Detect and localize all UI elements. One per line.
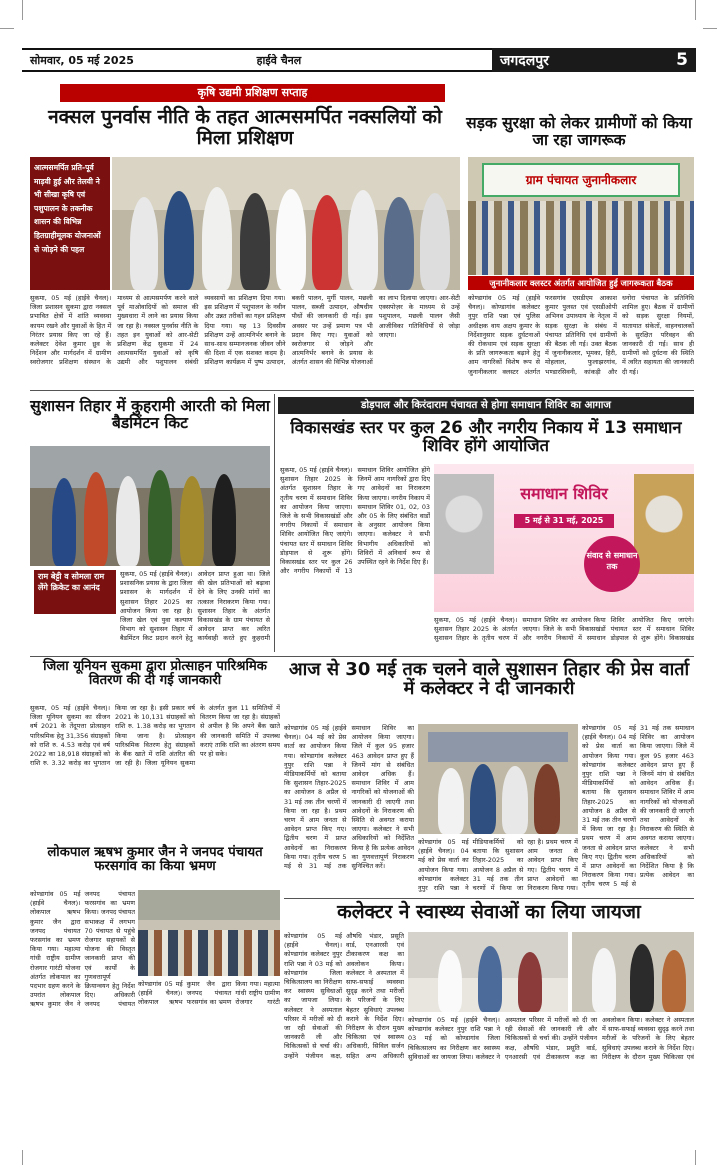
story6-body-lower: कोण्डागांव 05 मई (हाईवे चैनल)। 04 मई को प्रेस वार्ता का आयोजन किया गया। कोण्डागांव कलेक्टर नुपुर राशि पन्ना ने मीडियाकर्मियों को बताया कि सुशासन तिहार-2025 का आयोजन 8 अप्रैल से 31 मई तक तीन चरणों में किया जा रहा है। प्रथम चरण में आम जनता से आवेदन प्राप्त किए गए। द्वितीय चरण में प्राप्त आवेदनों का निराकरण किया गया। <box>418 838 578 893</box>
story6-body-continued: कोण्डागांव 05 मई (हाईवे चैनल)। 04 मई को प्रेस वार्ता का आयोजन किया गया। कोण्डागांव कलेक्टर नुपुर राशि पन्ना ने मीडियाकर्मियों को बताया कि सुशासन तिहार-2025 का आयोजन 8 अप्रैल से 31 मई तक तीन चरणों में किया जा रहा है। प्रथम चरण में आम जनता से आवेदन प्राप्त किए गए। द्वितीय चरण में प्राप्त आवेदनों का निराकरण किया गया। तृतीय चरण 5 मई से 31 मई तक समाधान शिविर का आयोजन किया जाएगा। जिले में कुल 95 हजार 463 आवेदन प्राप्त हुए हैं जिनमें मांग से संबंधित आवेदन अधिक हैं। समाधान शिविर में आम नागरिकों को योजनाओं की जानकारी दी जाएगी तथा आवेदनों के निराकरण की स्थिति से अवगत कराया जाएगा। कलेक्टर ने सभी अधिकारियों को निर्देशित किया है कि प्रत्येक आवेदन का <box>582 724 694 889</box>
village-sign-text: ग्राम पंचायत जुनानीकलार <box>525 173 637 187</box>
story1-kicker: कृषि उद्यमी प्रशिक्षण सप्ताह <box>60 84 445 102</box>
story6-body: कोण्डागांव 05 मई (हाईवे चैनल)। 04 मई को प्रेस वार्ता का आयोजन किया गया। कोण्डागांव कलेक्टर नुपुर राशि पन्ना ने मीडियाकर्मियों को बताया कि सुशासन तिहार-2025 का आयोजन 8 अप्रैल से 31 मई तक तीन चरणों में किया जा रहा है। प्रथम चरण में आम जनता से आवेदन प्राप्त किए गए। द्वितीय चरण में प्राप्त आवेदनों का निराकरण किया गया। तृतीय चरण 5 मई से 31 मई तक समाधान शिविर का आयोजन किया जाएगा। जिले में कुल 95 हजार 463 आवेदन प्राप्त हुए हैं जिनमें मांग से संबंधित आवेदन अधिक हैं। समाधान शिविर में आम नागरिकों को योजनाओं की जानकारी दी जाएगी तथा आवेदनों के निराकरण की स्थिति से अवगत कराया जाएगा। कलेक्टर ने सभी अधिकारियों को निर्देशित किया है कि प्रत्येक आवेदन का गुणवत्तापूर्ण निराकरण सुनिश्चित करें। <box>284 724 414 871</box>
city-name: जगदलपुर <box>500 52 549 69</box>
story4-headline: विकासखंड स्तर पर कुल 26 और नगरीय निकाय में 13 समाधान शिविर होंगे आयोजित <box>290 418 682 455</box>
header-right <box>492 48 696 72</box>
story2-photo <box>468 157 694 275</box>
crop-mark <box>22 0 23 20</box>
divider <box>30 656 694 657</box>
page-header <box>22 48 696 72</box>
poster-banner: संवाद से समाधान तक <box>584 536 640 592</box>
story4-poster <box>434 464 694 612</box>
story7-headline: लोकपाल ऋषभ कुमार जैन ने जनपद पंचायत फरसगांव का किया भ्रमण <box>47 845 263 875</box>
story8-headline: कलेक्टर ने स्वास्थ्य सेवाओं का लिया जायजा <box>337 901 641 923</box>
story4-kicker: डोड़पाल और किरंदाराम पंचायत से होगा समाधान शिविर का आगाज <box>278 397 694 414</box>
story3-body: सुकमा, 05 मई (हाईवे चैनल)। प्रशासनिक प्रयास के द्वारा जिला प्रशासन के मार्गदर्शन में सुशासन तिहार 2025 का आयोजन किया जा रहा है। जिला खेल एवं युवा कल्याण विभाग को सुशासन तिहार में बैडमिंटन किट प्रदान करने हेतु आवेदन प्राप्त हुआ था। जिले की खेल प्रतिभाओं को बढ़ावा देने के लिए उनकी मांगों का तत्काल निराकरण किया गया। सुशासन तिहार के अंतर्गत विकासखंड के ग्राम पंचायत से आवेदन प्राप्त कर त्वरित कार्यवाही करते हुए कुहरामी <box>120 570 270 643</box>
story1-headline: नक्सल पुनर्वास नीति के तहत आत्मसमर्पित नक्सलियों को मिला प्रशिक्षण <box>48 106 442 149</box>
story6-photo <box>418 724 578 834</box>
crowd-image <box>468 201 694 275</box>
crop-mark <box>695 0 696 20</box>
story8-body: कोण्डागांव 05 मई (हाईवे चैनल)। कोण्डागांव कलेक्टर नुपुर राशि पन्ना ने 03 मई को कोण्डागांव जिला चिकित्सालय का निरीक्षण कर स्वास्थ्य सुविधाओं का जायजा लिया। कलेक्टर ने अस्पताल परिसर में मरीजों को दी जा रही सेवाओं की जानकारी ली और चिकित्सकों से चर्चा की। उन्होंने पंजीयन कक्ष, औषधि भंडार, प्रसूति वार्ड, एनआरसी एवं टीकाकरण कक्ष का अवलोकन किया। कलेक्टर ने अस्पताल में साफ-सफाई व्यवस्था सुदृढ़ करने तथा मरीजों के परिजनों के लिए बेहतर सुविधाएं उपलब्ध कराने के निर्देश दिए। निरीक्षण के दौरान मुख्य चिकित्सा एवं स्वास्थ्य अधिकारी, सिविल सर्जन सहित अन्य अधिकारी <box>284 932 404 1060</box>
story2-caption: जुनानीकलार क्लस्टर अंतर्गत आयोजित हुई जागरूकता बैठक <box>468 276 694 290</box>
story8-photo-inspection <box>572 932 694 1012</box>
story7-body: कोण्डागांव 05 मई (हाईवे चैनल)। लोकपाल ऋषभ कुमार जैन द्वारा जनपद पंचायत फरसगांव का भ्रमण किया गया। महात्मा गांधी राष्ट्रीय ग्रामीण रोजगार गारंटी योजना अंतर्गत लोकपाल का पदभार ग्रहण करने के उपरांत लोकपाल ऋषभ कुमार जैन ने जनपद पंचायत फरसगांव का भ्रमण किया। जनपद पंचायत सभाकक्ष में लगभग 70 पंचायत से पहुंचे रोजगार सहायकों से योजना की विस्तृत जानकारी प्राप्त की एवं कार्यों के गुणवत्तापूर्ण क्रियान्वयन हेतु निर्देश दिए। अधिकारी जनपद पंचायत <box>30 890 135 1009</box>
story3-photo <box>30 446 270 566</box>
story6-headline: आज से 30 मई तक चलने वाले सुशासन तिहार की प्रेस वार्ता में कलेक्टर ने दी जानकारी <box>288 659 690 700</box>
story8-body-continued: कोण्डागांव 05 मई (हाईवे चैनल)। कोण्डागांव कलेक्टर नुपुर राशि पन्ना ने 03 मई को कोण्डागांव जिला चिकित्सालय का निरीक्षण कर स्वास्थ्य सुविधाओं का जायजा लिया। कलेक्टर ने अस्पताल परिसर में मरीजों को दी जा रही सेवाओं की जानकारी ली और चिकित्सकों से चर्चा की। उन्होंने पंजीयन कक्ष, औषधि भंडार, प्रसूति वार्ड, एनआरसी एवं टीकाकरण कक्ष का अवलोकन किया। कलेक्टर ने अस्पताल में साफ-सफाई व्यवस्था सुदृढ़ करने तथा मरीजों के परिजनों के लिए बेहतर सुविधाएं उपलब्ध कराने के निर्देश दिए। निरीक्षण के दौरान मुख्य चिकित्सा एवं <box>408 1016 694 1061</box>
page-number: 5 <box>676 50 688 70</box>
story3-headline: सुशासन तिहार में कुहरामी आरती को मिला बैडमिंटन किट <box>30 397 270 432</box>
story4-body: सुकमा, 05 मई (हाईवे चैनल)। सुशासन तिहार 2025 के अंतर्गत सुशासन तिहार के तृतीय चरण में समाधान शिविर का आयोजन किया जाएगा। जिले के सभी विकासखंडों और नगरीय निकायों में समाधान शिविर आयोजित किए जाएंगे। पंचायत स्तर में समाधान शिविर डोड़पाल से शुरू होंगे। विकासखंड स्तर पर कुल 26 और नगरीय निकायों में 13 समाधान शिविर आयोजित होंगे जिनमें आम नागरिकों द्वारा दिए गए आवेदनों का निराकरण किया जाएगा। नगरीय निकाय में समाधान शिविर 01, 02, 03 और 05 के लिए संबंधित वार्डों के अनुसार आयोजन किया जाएगा। कलेक्टर ने सभी विभागीय अधिकारियों को शिविरों में अनिवार्य रूप से उपस्थित रहने के निर्देश दिए हैं। <box>280 466 430 576</box>
crop-mark <box>703 28 717 29</box>
story5-headline: जिला यूनियन सुकमा द्वारा प्रोत्साहन पारिश्रमिक वितरण की दी गई जानकारी <box>43 659 267 689</box>
crop-mark <box>695 1150 696 1165</box>
issue-date: सोमवार, 05 मई 2025 <box>30 53 134 67</box>
village-sign <box>482 163 680 197</box>
poster-dates: 5 मई से 31 मई, 2025 <box>514 514 614 528</box>
story4-body-continued: सुकमा, 05 मई (हाईवे चैनल)। सुशासन तिहार 2025 के अंतर्गत सुशासन तिहार के तृतीय चरण में समाधान शिविर का आयोजन किया जाएगा। जिले के सभी विकासखंडों और नगरीय निकायों में समाधान शिविर आयोजित किए जाएंगे। पंचायत स्तर में समाधान शिविर डोड़पाल से शुरू होंगे। विकासखंड <box>434 616 694 643</box>
story7-photo <box>138 890 280 976</box>
story1-sidebar: आत्मसमर्पित प्रति-पूर्व माड़वी हुई और तेलवी ने भी सीखा कृषि एवं पशुपालन के तकनीक शासन की विभिन्न हितग्राहीमूलक योजनाओं से जोड़ने की पहल <box>30 157 110 290</box>
header-left <box>22 48 492 72</box>
poster-title: समाधान शिविर <box>520 484 608 503</box>
divider <box>30 390 694 391</box>
story3-photo-caption: राम बेट्टी व सोमला राम लेंगे क्रिकेट का आनंद <box>34 570 116 614</box>
story5-body: सुकमा, 05 मई (हाईवे चैनल)। जिला यूनियन सुकमा का सीजन वर्ष 2021 के तेंदूपत्ता प्रोत्साहन पारिश्रमिक हेतु 31,356 संग्राहकों को राशि रु. 4.53 करोड़ एवं वर्ष 2022 का 18,918 संग्राहकों को राशि रु. 3.32 करोड़ का भुगतान किया जा रहा है। इसी प्रकार वर्ष 2021 के 10,131 संग्राहकों को राशि रु. 1.38 करोड़ का भुगतान किया जाना है। प्रोत्साहन पारिश्रमिक वितरण हेतु संग्राहकों के बैंक खाते में राशि अंतरित की जा रही है। जिला यूनियन सुकमा के अंतर्गत कुल 11 समितियों में वितरण किया जा रहा है। संग्राहकों से अपील है कि अपने बैंक खाते की जानकारी समिति में उपलब्ध कराएं ताकि राशि का अंतरण समय पर हो सके। <box>30 704 280 768</box>
poster-portrait <box>434 474 494 574</box>
story1-photo <box>112 157 460 290</box>
story1-body: सुकमा, 05 मई (हाईवे चैनल)। जिला प्रशासन सुकमा द्वारा नक्सल प्रभावित क्षेत्रों में शांति व्यवस्था कायम रखने और युवाओं के हित में निरंतर प्रयास किए जा रहे हैं। कलेक्टर देवेश कुमार ध्रुव के निर्देशन और मार्गदर्शन में ग्रामीण स्वरोजगार प्रशिक्षण संस्थान के माध्यम से आत्मसमर्पण करने वाले पूर्व माओवादियों को समाज की मुख्यधारा में लाने का प्रयास किया जा रहा है। नक्सल पुनर्वास नीति के तहत इन युवाओं को आर-सेटी प्रशिक्षण केंद्र सुकमा में 24 आत्मसमर्पित युवाओं को कृषि उद्यमी और पशुपालन संबंधी व्यवसायों का प्रशिक्षण दिया गया। इस प्रशिक्षण में पशुपालन के नवीन और उन्नत तरीकों का गहन प्रशिक्षण दिया गया। यह 13 दिवसीय प्रशिक्षण उन्हें आत्मनिर्भर बनाने के साथ-साथ सम्मानजनक जीवन जीने की दिशा में एक सशक्त कदम है। प्रशिक्षण कार्यक्रम में पुष्प उत्पादन, बकरी पालन, मुर्गी पालन, मछली पालन, सब्जी उत्पादन, औषधीय पौधों की जानकारी दी गई। इस अवसर पर उन्हें प्रमाण पत्र भी प्रदान किए गए। युवाओं को स्वरोजगार से जोड़ने और आत्मनिर्भर बनाने के प्रयास के अंतर्गत शासन की विभिन्न योजनाओं का लाभ दिलाया जाएगा। आर-सेटी एक्सपोज़र के माध्यम से उन्हें पशुपालन, मछली पालन जैसी आजीविका गतिविधियों से जोड़ा जाएगा। <box>30 294 460 367</box>
poster-portrait <box>634 474 694 574</box>
story2-headline: सड़क सुरक्षा को लेकर ग्रामीणों को किया जा रहा जागरूक <box>466 114 692 149</box>
story8-photo-ward <box>408 932 568 1012</box>
crop-mark <box>0 28 14 29</box>
paper-name: हाईवे चैनल <box>256 53 302 67</box>
crop-mark <box>22 1150 23 1165</box>
story2-body: कोण्डागांव 05 मई (हाईवे चैनल)। कोण्डागांव कलेक्टर नुपुर राशि पन्ना एवं पुलिस अधीक्षक वाय अक्षय कुमार के निर्देशानुसार सड़क दुर्घटनाओं की रोकथाम एवं सड़क सुरक्षा के प्रति जागरूकता बढ़ाने हेतु आम नागरिकों विशेष रूप से जुनानीकलार क्लस्टर अंतर्गत फरसगांव एसडीएम आकाश कुमार पुलस्त एवं एसडीओपी अभिनव उपाध्याय के नेतृत्व में सड़क सुरक्षा के संबंध में पंचायत प्रतिनिधि एवं ग्रामीणों की बैठक ली गई। उक्त बैठक में जुनानीकलार, भूमका, हिरी, मोहलाल, फुलाझरगांव, भण्डारसिवनी, कांकड़ी और धनोरा पंचायत के प्रतिनिधि शामिल हुए। बैठक में ग्रामीणों को सड़क सुरक्षा नियमों, यातायात संकेतों, वाहनचालकों के सुरक्षित परिवहन की जानकारी दी गई। साथ ही ग्रामीणों को दुर्घटना की स्थिति में त्वरित सहायता की जानकारी दी गई। <box>468 294 694 376</box>
divider <box>284 898 694 899</box>
divider <box>274 394 275 652</box>
story7-body-continued: कोण्डागांव 05 मई (हाईवे चैनल)। लोकपाल ऋषभ कुमार जैन द्वारा जनपद पंचायत फरसगांव का भ्रमण किया गया। महात्मा गांधी राष्ट्रीय ग्रामीण रोजगार गारंटी <box>138 980 280 1007</box>
